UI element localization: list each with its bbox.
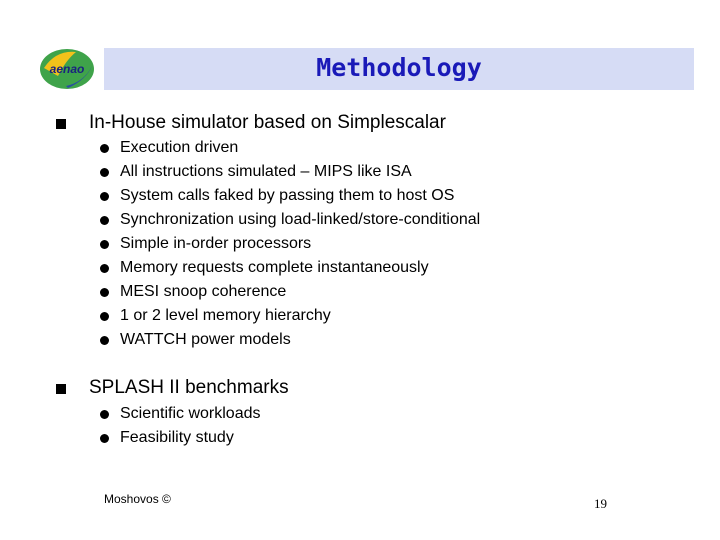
round-bullet-icon <box>100 410 109 419</box>
logo-text: aenao <box>49 62 85 76</box>
round-bullet-icon <box>100 288 109 297</box>
round-bullet-icon <box>100 312 109 321</box>
square-bullet-icon <box>56 384 66 394</box>
section-heading: SPLASH II benchmarks <box>89 377 289 398</box>
aenao-logo <box>36 46 98 92</box>
round-bullet-icon <box>100 216 109 225</box>
square-bullet-icon <box>56 119 66 129</box>
round-bullet-icon <box>100 144 109 153</box>
round-bullet-icon <box>100 240 109 249</box>
slide-title: Methodology <box>316 53 482 82</box>
section-heading: In-House simulator based on Simplescalar <box>89 112 446 133</box>
round-bullet-icon <box>100 434 109 443</box>
footer-author: Moshovos © <box>104 492 171 506</box>
title-band <box>104 48 694 90</box>
round-bullet-icon <box>100 192 109 201</box>
page-number: 19 <box>594 496 607 511</box>
round-bullet-icon <box>100 168 109 177</box>
round-bullet-icon <box>100 264 109 273</box>
round-bullet-icon <box>100 336 109 345</box>
